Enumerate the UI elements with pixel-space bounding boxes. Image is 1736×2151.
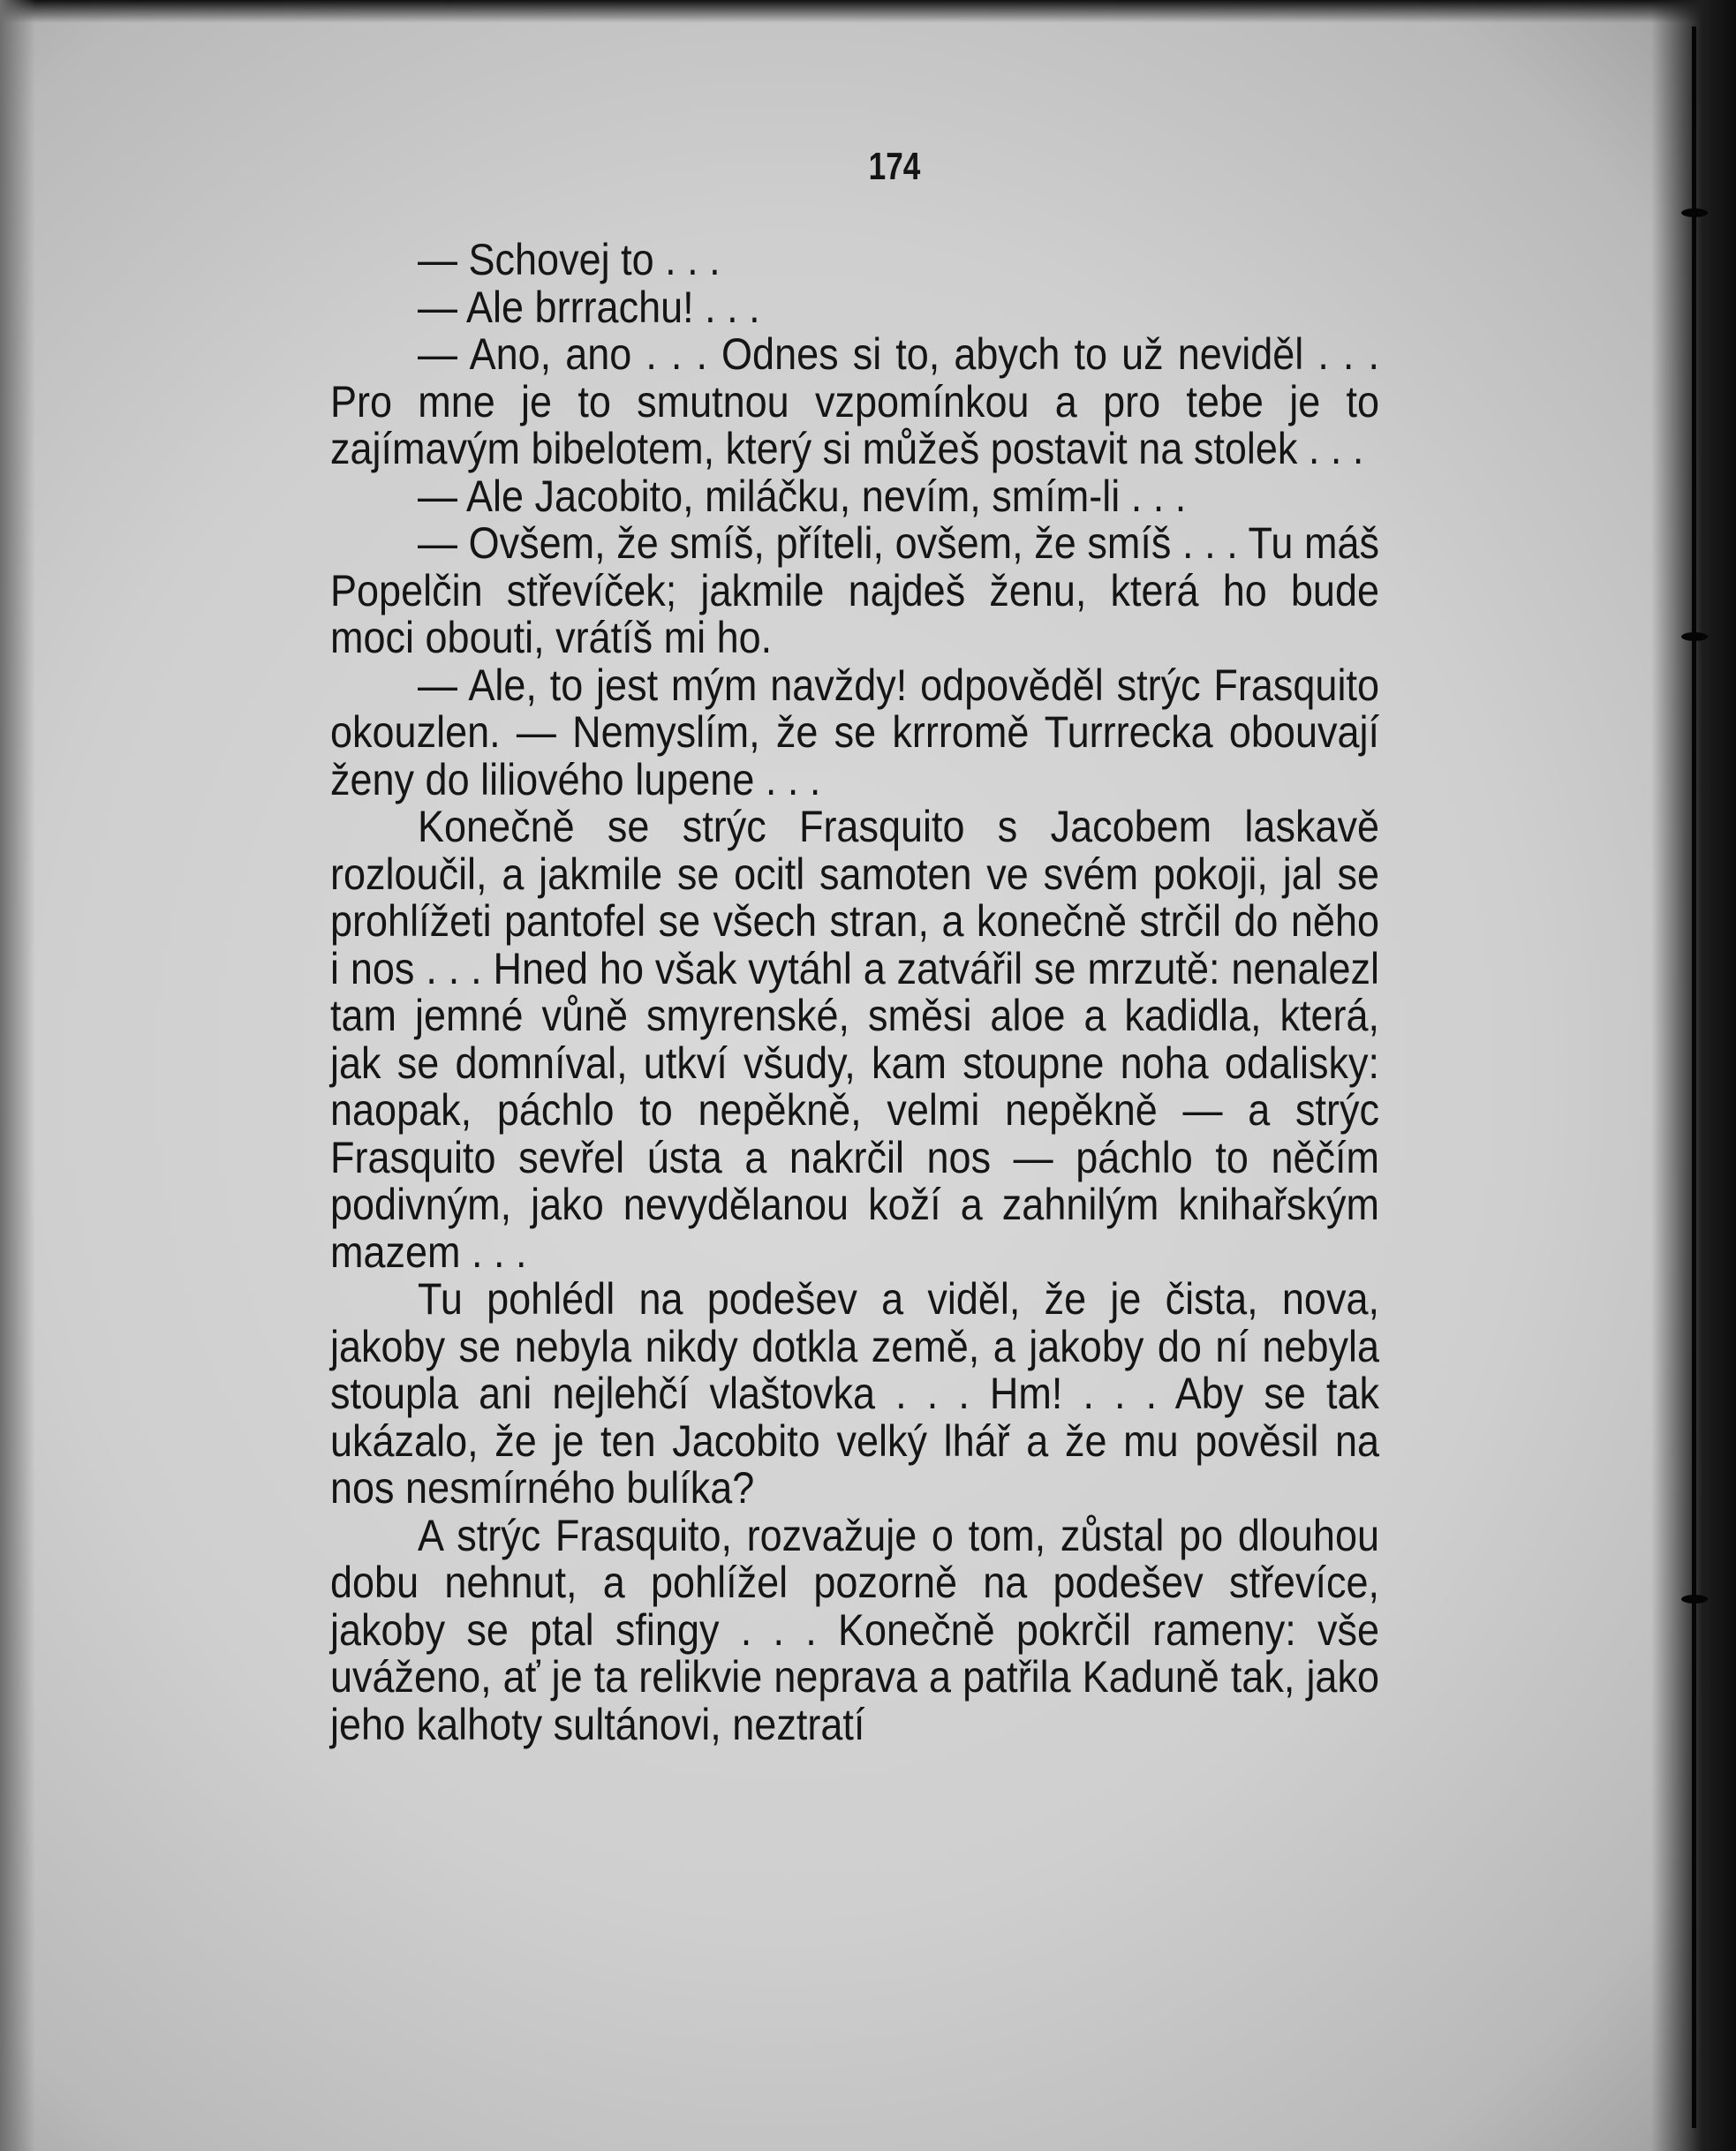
gutter-mark <box>1681 632 1708 641</box>
scan-left-shadow <box>0 0 35 2151</box>
paragraph: — Schovej to . . . <box>418 235 721 284</box>
paragraph: Tu pohlédl na podešev a viděl, že je čista, nova, jakoby se nebyla nikdy dotkla země, a jakoby do ní nebyla stoupla ani nejlehčí vlaštovka . . . Hm! . . . Aby se tak ukázalo, že je ten Jacobito velký lhář a že mu pověsil na nos nesmírného bulíka? <box>330 1274 1379 1513</box>
paragraph: — Ale, to jest mým navždy! odpověděl strýc Frasquito okouzlen. — Nemyslím, že se krrromě Turrrecka obouvají ženy do liliového lupene . . . <box>330 660 1379 804</box>
paragraph: — Ano, ano . . . Odnes si to, abych to už neviděl . . . Pro mne je to smutnou vzpomínkou a pro tebe je to zajímavým bibelotem, který si můžeš postavit na stolek . . . <box>330 329 1379 473</box>
paragraph: — Ale brrrachu! . . . <box>418 282 760 332</box>
paragraph: A strýc Frasquito, rozvažuje o tom, zůstal po dlouhou dobu nehnut, a pohlížel pozorně na podešev střevíce, jakoby se ptal sfingy . . . Konečně pokrčil rameny: vše uváženo, ať je ta relikvie neprava a patřila Kaduně tak, jako jeho kalhoty sultánovi, neztratí <box>330 1510 1379 1749</box>
gutter-mark <box>1681 208 1708 217</box>
page-number: 174 <box>868 145 921 188</box>
gutter-mark <box>1681 1595 1708 1604</box>
book-gutter-line <box>1692 26 1696 2128</box>
paragraph: — Ale Jacobito, miláčku, nevím, smím-li . . . <box>418 471 1187 521</box>
paragraph: Konečně se strýc Frasquito s Jacobem laskavě rozloučil, a jakmile se ocitl samoten ve svém pokoji, jal se prohlížeti pantofel se všech stran, a konečně strčil do něho i nos . . . Hned ho však vytáhl a zatvářil se mrzutě: nenalezl tam jemné vůně smyrenské, směsi aloe a kadidla, která, jak se domníval, utkví všudy, kam stoupne noha odalisky: naopak, páchlo to nepěkně, velmi nepěkně — a strýc Frasquito sevřel ústa a nakrčil nos — páchlo to něčím podivným, jako nevydělanou koží a zahnilým knihařským mazem . . . <box>330 802 1379 1277</box>
body-text <box>330 237 1379 1748</box>
scan-top-shadow <box>0 0 1736 23</box>
paragraph: — Ovšem, že smíš, příteli, ovšem, že smíš . . . Tu máš Popelčin střevíček; jakmile najdeš ženu, která ho bude moci obouti, vrátíš mi ho. <box>330 518 1379 662</box>
